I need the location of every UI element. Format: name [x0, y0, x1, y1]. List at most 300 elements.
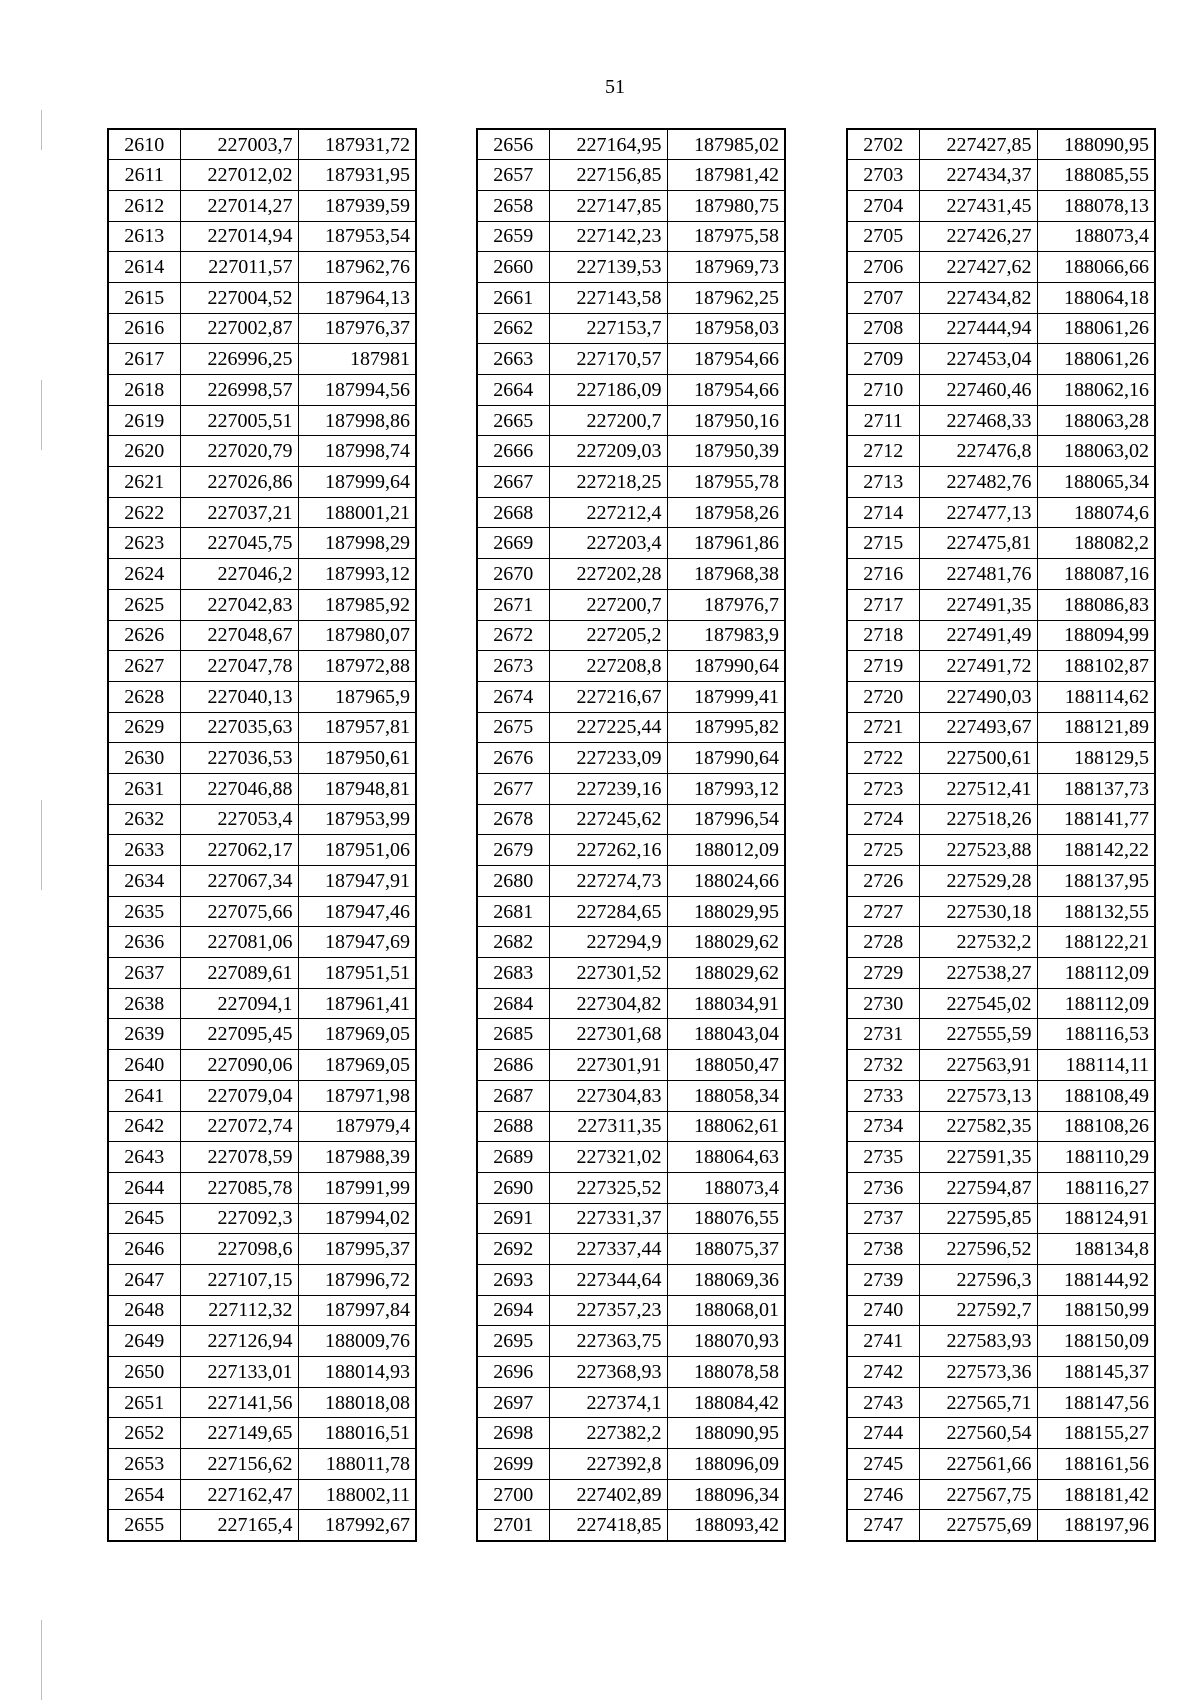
x-coordinate-cell: 227011,57	[180, 252, 298, 283]
table-row	[477, 1387, 785, 1418]
table-row	[108, 651, 416, 682]
x-coordinate-cell: 227594,87	[919, 1172, 1037, 1203]
point-number-cell: 2720	[847, 681, 919, 712]
table-row	[477, 835, 785, 866]
x-coordinate-cell: 227301,68	[549, 1019, 667, 1050]
point-number-cell: 2683	[477, 958, 549, 989]
point-number-cell: 2664	[477, 375, 549, 406]
table-row	[108, 589, 416, 620]
x-coordinate-cell: 227014,27	[180, 190, 298, 221]
y-coordinate-cell: 187969,05	[298, 1019, 416, 1050]
table-row	[477, 651, 785, 682]
point-number-cell: 2693	[477, 1264, 549, 1295]
point-number-cell: 2669	[477, 528, 549, 559]
table-row	[477, 405, 785, 436]
table-row	[477, 1418, 785, 1449]
y-coordinate-cell: 188155,27	[1037, 1418, 1155, 1449]
table-row	[108, 1418, 416, 1449]
point-number-cell: 2699	[477, 1449, 549, 1480]
point-number-cell: 2726	[847, 866, 919, 897]
y-coordinate-cell: 187998,74	[298, 436, 416, 467]
y-coordinate-cell: 187995,82	[667, 712, 785, 743]
x-coordinate-cell: 227331,37	[549, 1203, 667, 1234]
y-coordinate-cell: 187969,73	[667, 252, 785, 283]
y-coordinate-cell: 188069,36	[667, 1264, 785, 1295]
point-number-cell: 2636	[108, 927, 180, 958]
table-row	[108, 1295, 416, 1326]
point-number-cell: 2692	[477, 1234, 549, 1265]
x-coordinate-cell: 227133,01	[180, 1357, 298, 1388]
x-coordinate-cell: 227325,52	[549, 1172, 667, 1203]
y-coordinate-cell: 187953,54	[298, 221, 416, 252]
x-coordinate-cell: 227477,13	[919, 497, 1037, 528]
y-coordinate-cell: 188029,62	[667, 958, 785, 989]
table-row	[477, 1080, 785, 1111]
point-number-cell: 2716	[847, 559, 919, 590]
point-number-cell: 2644	[108, 1172, 180, 1203]
y-coordinate-cell: 187961,86	[667, 528, 785, 559]
point-number-cell: 2621	[108, 467, 180, 498]
y-coordinate-cell: 187947,46	[298, 896, 416, 927]
x-coordinate-cell: 227427,62	[919, 252, 1037, 283]
x-coordinate-cell: 227491,35	[919, 589, 1037, 620]
x-coordinate-cell: 227153,7	[549, 313, 667, 344]
table-row	[477, 528, 785, 559]
point-number-cell: 2632	[108, 804, 180, 835]
y-coordinate-cell: 188063,28	[1037, 405, 1155, 436]
x-coordinate-cell: 227162,47	[180, 1479, 298, 1510]
x-coordinate-cell: 227368,93	[549, 1357, 667, 1388]
point-number-cell: 2653	[108, 1449, 180, 1480]
table-row	[108, 896, 416, 927]
table-row	[847, 252, 1155, 283]
point-number-cell: 2677	[477, 773, 549, 804]
x-coordinate-cell: 227020,79	[180, 436, 298, 467]
x-coordinate-cell: 227500,61	[919, 743, 1037, 774]
y-coordinate-cell: 188076,55	[667, 1203, 785, 1234]
point-number-cell: 2695	[477, 1326, 549, 1357]
x-coordinate-cell: 227212,4	[549, 497, 667, 528]
y-coordinate-cell: 187958,26	[667, 497, 785, 528]
point-number-cell: 2659	[477, 221, 549, 252]
x-coordinate-cell: 227218,25	[549, 467, 667, 498]
y-coordinate-cell: 187955,78	[667, 467, 785, 498]
x-coordinate-cell: 227139,53	[549, 252, 667, 283]
x-coordinate-cell: 227156,85	[549, 160, 667, 191]
point-number-cell: 2741	[847, 1326, 919, 1357]
x-coordinate-cell: 227431,45	[919, 190, 1037, 221]
y-coordinate-cell: 187931,72	[298, 129, 416, 160]
x-coordinate-cell: 227095,45	[180, 1019, 298, 1050]
x-coordinate-cell: 227225,44	[549, 712, 667, 743]
table-row	[847, 497, 1155, 528]
point-number-cell: 2682	[477, 927, 549, 958]
x-coordinate-cell: 227591,35	[919, 1142, 1037, 1173]
y-coordinate-cell: 188016,51	[298, 1418, 416, 1449]
table-row	[108, 1357, 416, 1388]
coordinates-table-1	[107, 128, 417, 1542]
point-number-cell: 2622	[108, 497, 180, 528]
point-number-cell: 2667	[477, 467, 549, 498]
y-coordinate-cell: 187993,12	[667, 773, 785, 804]
table-row	[477, 1264, 785, 1295]
point-number-cell: 2633	[108, 835, 180, 866]
point-number-cell: 2655	[108, 1510, 180, 1541]
y-coordinate-cell: 187993,12	[298, 559, 416, 590]
x-coordinate-cell: 227107,15	[180, 1264, 298, 1295]
point-number-cell: 2701	[477, 1510, 549, 1541]
table-row	[477, 559, 785, 590]
point-number-cell: 2687	[477, 1080, 549, 1111]
table-row	[847, 743, 1155, 774]
point-number-cell: 2611	[108, 160, 180, 191]
y-coordinate-cell: 187980,75	[667, 190, 785, 221]
x-coordinate-cell: 227112,32	[180, 1295, 298, 1326]
table-row	[477, 375, 785, 406]
y-coordinate-cell: 188197,96	[1037, 1510, 1155, 1541]
x-coordinate-cell: 227026,86	[180, 467, 298, 498]
table-row	[108, 1449, 416, 1480]
x-coordinate-cell: 227047,78	[180, 651, 298, 682]
y-coordinate-cell: 188145,37	[1037, 1357, 1155, 1388]
x-coordinate-cell: 227048,67	[180, 620, 298, 651]
x-coordinate-cell: 227418,85	[549, 1510, 667, 1541]
x-coordinate-cell: 227493,67	[919, 712, 1037, 743]
table-row	[847, 1172, 1155, 1203]
y-coordinate-cell: 187948,81	[298, 773, 416, 804]
point-number-cell: 2637	[108, 958, 180, 989]
y-coordinate-cell: 188062,16	[1037, 375, 1155, 406]
table-row	[477, 712, 785, 743]
y-coordinate-cell: 187976,7	[667, 589, 785, 620]
table-row	[108, 804, 416, 835]
x-coordinate-cell: 227014,94	[180, 221, 298, 252]
y-coordinate-cell: 187931,95	[298, 160, 416, 191]
x-coordinate-cell: 227142,23	[549, 221, 667, 252]
x-coordinate-cell: 227149,65	[180, 1418, 298, 1449]
table-row	[108, 1479, 416, 1510]
x-coordinate-cell: 227529,28	[919, 866, 1037, 897]
point-number-cell: 2737	[847, 1203, 919, 1234]
table-row	[847, 1111, 1155, 1142]
page-number: 51	[605, 76, 625, 98]
y-coordinate-cell: 188122,21	[1037, 927, 1155, 958]
point-number-cell: 2663	[477, 344, 549, 375]
y-coordinate-cell: 187951,06	[298, 835, 416, 866]
table-row	[477, 1357, 785, 1388]
point-number-cell: 2620	[108, 436, 180, 467]
table-row	[847, 896, 1155, 927]
point-number-cell: 2647	[108, 1264, 180, 1295]
point-number-cell: 2614	[108, 252, 180, 283]
point-number-cell: 2698	[477, 1418, 549, 1449]
table-row	[477, 896, 785, 927]
table-row	[477, 467, 785, 498]
table-row	[847, 190, 1155, 221]
point-number-cell: 2612	[108, 190, 180, 221]
table-row	[847, 528, 1155, 559]
point-number-cell: 2616	[108, 313, 180, 344]
point-number-cell: 2727	[847, 896, 919, 927]
x-coordinate-cell: 227202,28	[549, 559, 667, 590]
y-coordinate-cell: 187954,66	[667, 344, 785, 375]
table-row	[477, 773, 785, 804]
x-coordinate-cell: 227311,35	[549, 1111, 667, 1142]
y-coordinate-cell: 187985,02	[667, 129, 785, 160]
x-coordinate-cell: 227374,1	[549, 1387, 667, 1418]
x-coordinate-cell: 227200,7	[549, 405, 667, 436]
x-coordinate-cell: 227045,75	[180, 528, 298, 559]
x-coordinate-cell: 227567,75	[919, 1479, 1037, 1510]
table-row	[108, 221, 416, 252]
y-coordinate-cell: 187947,69	[298, 927, 416, 958]
point-number-cell: 2696	[477, 1357, 549, 1388]
table-row	[108, 835, 416, 866]
y-coordinate-cell: 188074,6	[1037, 497, 1155, 528]
x-coordinate-cell: 227274,73	[549, 866, 667, 897]
point-number-cell: 2725	[847, 835, 919, 866]
x-coordinate-cell: 227002,87	[180, 313, 298, 344]
x-coordinate-cell: 227427,85	[919, 129, 1037, 160]
x-coordinate-cell: 227426,27	[919, 221, 1037, 252]
y-coordinate-cell: 187997,84	[298, 1295, 416, 1326]
x-coordinate-cell: 227304,82	[549, 988, 667, 1019]
x-coordinate-cell: 227004,52	[180, 282, 298, 313]
y-coordinate-cell: 188150,09	[1037, 1326, 1155, 1357]
x-coordinate-cell: 227164,95	[549, 129, 667, 160]
y-coordinate-cell: 187991,99	[298, 1172, 416, 1203]
table-row	[847, 1449, 1155, 1480]
table-row	[847, 958, 1155, 989]
y-coordinate-cell: 188073,4	[667, 1172, 785, 1203]
table-row	[847, 1080, 1155, 1111]
x-coordinate-cell: 227490,03	[919, 681, 1037, 712]
table-row	[108, 743, 416, 774]
point-number-cell: 2617	[108, 344, 180, 375]
point-number-cell: 2729	[847, 958, 919, 989]
point-number-cell: 2714	[847, 497, 919, 528]
point-number-cell: 2694	[477, 1295, 549, 1326]
point-number-cell: 2645	[108, 1203, 180, 1234]
point-number-cell: 2613	[108, 221, 180, 252]
y-coordinate-cell: 187996,72	[298, 1264, 416, 1295]
point-number-cell: 2643	[108, 1142, 180, 1173]
point-number-cell: 2733	[847, 1080, 919, 1111]
y-coordinate-cell: 188114,11	[1037, 1050, 1155, 1081]
x-coordinate-cell: 227245,62	[549, 804, 667, 835]
coordinates-table-2	[476, 128, 786, 1542]
table-row	[108, 1019, 416, 1050]
y-coordinate-cell: 187994,02	[298, 1203, 416, 1234]
x-coordinate-cell: 226998,57	[180, 375, 298, 406]
point-number-cell: 2724	[847, 804, 919, 835]
table-row	[108, 988, 416, 1019]
x-coordinate-cell: 227005,51	[180, 405, 298, 436]
table-row	[847, 282, 1155, 313]
x-coordinate-cell: 227596,3	[919, 1264, 1037, 1295]
table-row	[477, 1019, 785, 1050]
x-coordinate-cell: 227239,16	[549, 773, 667, 804]
y-coordinate-cell: 188061,26	[1037, 344, 1155, 375]
x-coordinate-cell: 227233,09	[549, 743, 667, 774]
table-row	[108, 712, 416, 743]
x-coordinate-cell: 227294,9	[549, 927, 667, 958]
y-coordinate-cell: 187951,51	[298, 958, 416, 989]
x-coordinate-cell: 227165,4	[180, 1510, 298, 1541]
x-coordinate-cell: 227573,36	[919, 1357, 1037, 1388]
x-coordinate-cell: 227209,03	[549, 436, 667, 467]
y-coordinate-cell: 187979,4	[298, 1111, 416, 1142]
x-coordinate-cell: 227538,27	[919, 958, 1037, 989]
x-coordinate-cell: 227141,56	[180, 1387, 298, 1418]
x-coordinate-cell: 227563,91	[919, 1050, 1037, 1081]
point-number-cell: 2650	[108, 1357, 180, 1388]
table-row	[108, 1080, 416, 1111]
table-row	[477, 1172, 785, 1203]
x-coordinate-cell: 227037,21	[180, 497, 298, 528]
y-coordinate-cell: 188181,42	[1037, 1479, 1155, 1510]
x-coordinate-cell: 227512,41	[919, 773, 1037, 804]
point-number-cell: 2691	[477, 1203, 549, 1234]
x-coordinate-cell: 227402,89	[549, 1479, 667, 1510]
table-row	[108, 773, 416, 804]
point-number-cell: 2634	[108, 866, 180, 897]
point-number-cell: 2713	[847, 467, 919, 498]
y-coordinate-cell: 187995,37	[298, 1234, 416, 1265]
y-coordinate-cell: 188137,73	[1037, 773, 1155, 804]
point-number-cell: 2671	[477, 589, 549, 620]
y-coordinate-cell: 188064,63	[667, 1142, 785, 1173]
y-coordinate-cell: 188134,8	[1037, 1234, 1155, 1265]
x-coordinate-cell: 227078,59	[180, 1142, 298, 1173]
y-coordinate-cell: 187976,37	[298, 313, 416, 344]
point-number-cell: 2740	[847, 1295, 919, 1326]
x-coordinate-cell: 227062,17	[180, 835, 298, 866]
point-number-cell: 2708	[847, 313, 919, 344]
y-coordinate-cell: 188108,49	[1037, 1080, 1155, 1111]
table-row	[108, 1050, 416, 1081]
x-coordinate-cell: 227075,66	[180, 896, 298, 927]
x-coordinate-cell: 227262,16	[549, 835, 667, 866]
x-coordinate-cell: 227532,2	[919, 927, 1037, 958]
y-coordinate-cell: 188102,87	[1037, 651, 1155, 682]
y-coordinate-cell: 187972,88	[298, 651, 416, 682]
y-coordinate-cell: 187990,64	[667, 743, 785, 774]
point-number-cell: 2721	[847, 712, 919, 743]
table-row	[108, 866, 416, 897]
table-row	[847, 589, 1155, 620]
point-number-cell: 2747	[847, 1510, 919, 1541]
x-coordinate-cell: 227555,59	[919, 1019, 1037, 1050]
scan-artifact	[41, 110, 42, 150]
table-row	[477, 927, 785, 958]
point-number-cell: 2697	[477, 1387, 549, 1418]
table-row	[847, 1510, 1155, 1541]
table-row	[477, 1326, 785, 1357]
point-number-cell: 2744	[847, 1418, 919, 1449]
coordinates-table-3	[846, 128, 1156, 1542]
x-coordinate-cell: 227067,34	[180, 866, 298, 897]
point-number-cell: 2719	[847, 651, 919, 682]
x-coordinate-cell: 227475,81	[919, 528, 1037, 559]
x-coordinate-cell: 227040,13	[180, 681, 298, 712]
y-coordinate-cell: 188002,11	[298, 1479, 416, 1510]
point-number-cell: 2711	[847, 405, 919, 436]
y-coordinate-cell: 188068,01	[667, 1295, 785, 1326]
point-number-cell: 2631	[108, 773, 180, 804]
x-coordinate-cell: 227035,63	[180, 712, 298, 743]
point-number-cell: 2654	[108, 1479, 180, 1510]
x-coordinate-cell: 227476,8	[919, 436, 1037, 467]
table-row	[847, 221, 1155, 252]
x-coordinate-cell: 227565,71	[919, 1387, 1037, 1418]
x-coordinate-cell: 227200,7	[549, 589, 667, 620]
y-coordinate-cell: 188058,34	[667, 1080, 785, 1111]
y-coordinate-cell: 188137,95	[1037, 866, 1155, 897]
table-row	[477, 988, 785, 1019]
point-number-cell: 2652	[108, 1418, 180, 1449]
x-coordinate-cell: 227036,53	[180, 743, 298, 774]
point-number-cell: 2702	[847, 129, 919, 160]
point-number-cell: 2629	[108, 712, 180, 743]
table-row	[477, 190, 785, 221]
point-number-cell: 2746	[847, 1479, 919, 1510]
point-number-cell: 2641	[108, 1080, 180, 1111]
y-coordinate-cell: 187939,59	[298, 190, 416, 221]
point-number-cell: 2623	[108, 528, 180, 559]
scan-artifact	[41, 1620, 42, 1700]
point-number-cell: 2728	[847, 927, 919, 958]
y-coordinate-cell: 188066,66	[1037, 252, 1155, 283]
y-coordinate-cell: 188161,56	[1037, 1449, 1155, 1480]
x-coordinate-cell: 227216,67	[549, 681, 667, 712]
point-number-cell: 2717	[847, 589, 919, 620]
y-coordinate-cell: 188096,09	[667, 1449, 785, 1480]
x-coordinate-cell: 227321,02	[549, 1142, 667, 1173]
point-number-cell: 2661	[477, 282, 549, 313]
y-coordinate-cell: 187999,41	[667, 681, 785, 712]
point-number-cell: 2651	[108, 1387, 180, 1418]
x-coordinate-cell: 227208,8	[549, 651, 667, 682]
x-coordinate-cell: 227453,04	[919, 344, 1037, 375]
table-row	[847, 129, 1155, 160]
table-row	[847, 344, 1155, 375]
point-number-cell: 2635	[108, 896, 180, 927]
y-coordinate-cell: 187996,54	[667, 804, 785, 835]
point-number-cell: 2723	[847, 773, 919, 804]
y-coordinate-cell: 188029,62	[667, 927, 785, 958]
point-number-cell: 2705	[847, 221, 919, 252]
point-number-cell: 2710	[847, 375, 919, 406]
x-coordinate-cell: 227170,57	[549, 344, 667, 375]
x-coordinate-cell: 227003,7	[180, 129, 298, 160]
table-row	[477, 1111, 785, 1142]
y-coordinate-cell: 188124,91	[1037, 1203, 1155, 1234]
x-coordinate-cell: 227304,83	[549, 1080, 667, 1111]
y-coordinate-cell: 187981,42	[667, 160, 785, 191]
point-number-cell: 2648	[108, 1295, 180, 1326]
table-row	[847, 1019, 1155, 1050]
point-number-cell: 2715	[847, 528, 919, 559]
x-coordinate-cell: 227573,13	[919, 1080, 1037, 1111]
point-number-cell: 2742	[847, 1357, 919, 1388]
x-coordinate-cell: 227596,52	[919, 1234, 1037, 1265]
table-row	[108, 160, 416, 191]
table-row	[477, 129, 785, 160]
y-coordinate-cell: 188110,29	[1037, 1142, 1155, 1173]
point-number-cell: 2736	[847, 1172, 919, 1203]
y-coordinate-cell: 188116,27	[1037, 1172, 1155, 1203]
